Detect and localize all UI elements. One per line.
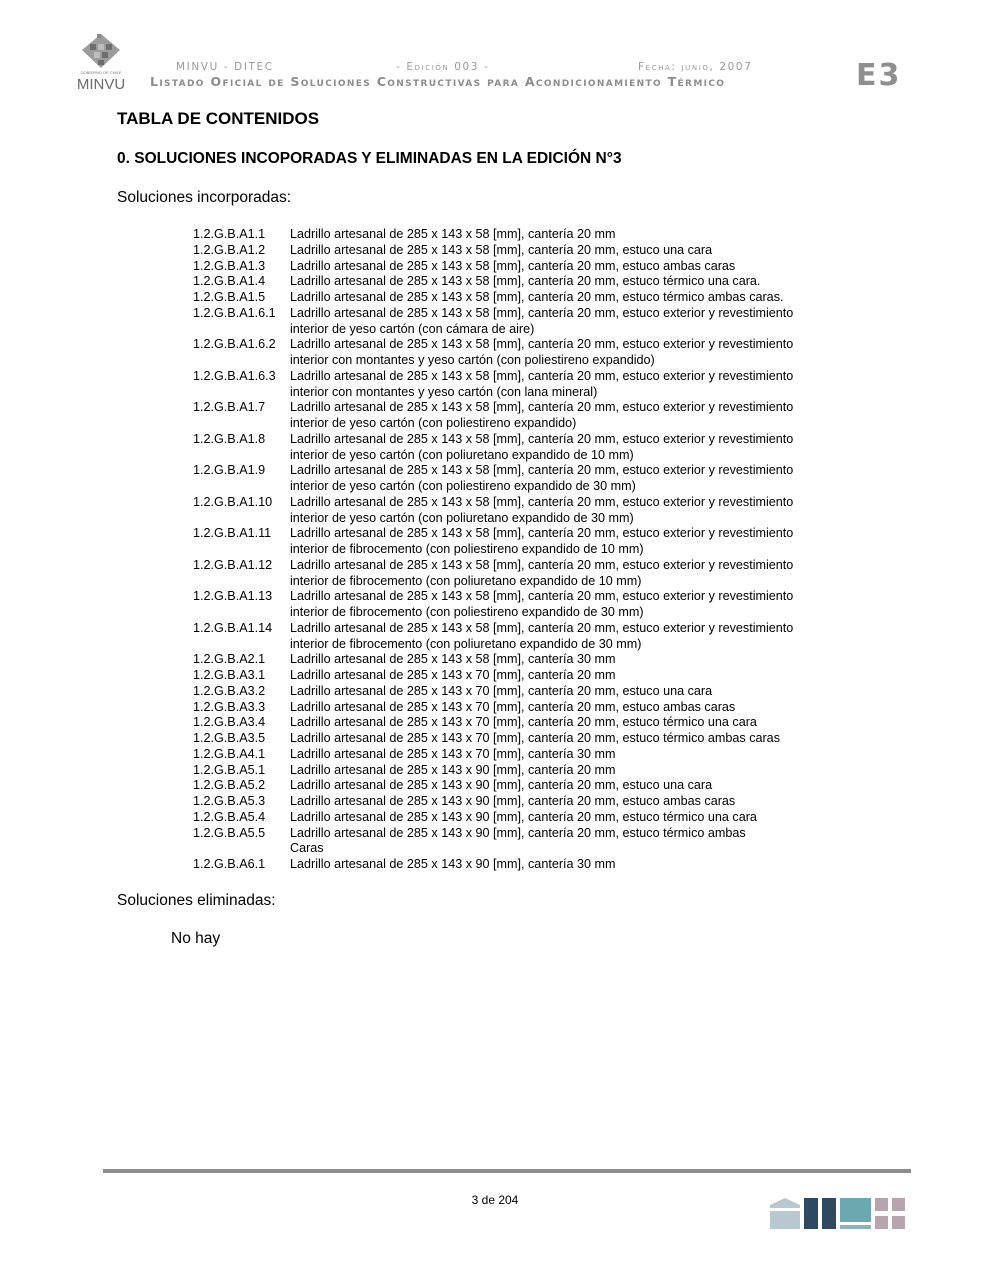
solution-code: 1.2.G.B.A5.4 [193, 809, 266, 824]
solution-description [290, 526, 853, 558]
description-line: interior con montantes y yeso cartón (con lana mineral) [290, 384, 598, 399]
list-item [193, 463, 853, 495]
solution-code: 1.2.G.B.A3.4 [193, 715, 266, 730]
list-item [193, 778, 853, 794]
description-line: Ladrillo artesanal de 285 x 143 x 58 [mm], cantería 20 mm, estuco ambas caras [290, 258, 736, 273]
solution-description [290, 794, 853, 810]
solution-description [290, 700, 853, 716]
description-line: Ladrillo artesanal de 285 x 143 x 58 [mm], cantería 20 mm, estuco exterior y revestimiento [290, 368, 794, 383]
description-line: Ladrillo artesanal de 285 x 143 x 58 [mm], cantería 20 mm, estuco térmico ambas caras. [290, 290, 784, 304]
list-item [193, 715, 853, 731]
solution-code: 1.2.G.B.A1.12 [193, 557, 273, 572]
description-line: Ladrillo artesanal de 285 x 143 x 58 [mm], cantería 20 mm, estuco una cara [290, 242, 713, 257]
list-item [193, 526, 853, 558]
solution-code: 1.2.G.B.A1.14 [193, 620, 273, 635]
solution-description [290, 463, 853, 495]
description-line: Ladrillo artesanal de 285 x 143 x 70 [mm], cantería 20 mm, estuco ambas caras [290, 699, 736, 714]
logo-name: MINVU [76, 76, 126, 93]
header-edition: - Edición 003 - [396, 61, 490, 73]
list-item [193, 652, 853, 668]
description-line: interior con montantes y yeso cartón (con poliestireno expandido) [290, 353, 655, 367]
solution-description [290, 810, 853, 826]
page-title: TABLA DE CONTENIDOS [117, 109, 320, 128]
solution-code: 1.2.G.B.A1.3 [193, 258, 266, 273]
header-title: Listado Oficial de Soluciones Constructivas para Acondicionamiento Térmico [150, 74, 726, 89]
list-item [193, 495, 853, 527]
solution-description [290, 684, 853, 700]
description-line: Ladrillo artesanal de 285 x 143 x 90 [mm], cantería 20 mm, estuco una cara [290, 778, 713, 793]
solution-description [290, 857, 853, 873]
description-line: interior de yeso cartón (con poliestireno expandido) [290, 416, 577, 430]
solution-code: 1.2.G.B.A1.6.1 [193, 305, 276, 320]
list-item [193, 558, 853, 590]
solution-code: 1.2.G.B.A5.2 [193, 778, 266, 793]
solution-description [290, 306, 853, 338]
solution-code: 1.2.G.B.A1.6.3 [193, 368, 276, 383]
list-item [193, 243, 853, 259]
eliminated-value: No hay [171, 930, 221, 947]
solution-code: 1.2.G.B.A1.7 [193, 400, 266, 415]
description-line: interior de fibrocemento (con poliestireno expandido de 30 mm) [290, 605, 644, 619]
solution-code: 1.2.G.B.A1.1 [193, 227, 266, 241]
list-item [193, 763, 853, 779]
solution-code: 1.2.G.B.A5.5 [193, 825, 266, 840]
section-title: 0. SOLUCIONES INCOPORADAS Y ELIMINADAS EN LA EDICIÓN N°3 [117, 150, 622, 167]
description-line: Ladrillo artesanal de 285 x 143 x 58 [mm], cantería 20 mm, estuco exterior y revestimiento [290, 337, 794, 352]
description-line: Ladrillo artesanal de 285 x 143 x 58 [mm], cantería 20 mm, estuco exterior y revestimiento [290, 494, 794, 509]
list-item [193, 700, 853, 716]
solution-description [290, 731, 853, 747]
solution-code: 1.2.G.B.A4.1 [193, 746, 266, 761]
description-line: Ladrillo artesanal de 285 x 143 x 90 [mm], cantería 20 mm, estuco térmico ambas [290, 825, 746, 840]
solution-code: 1.2.G.B.A3.5 [193, 731, 266, 745]
description-line: Ladrillo artesanal de 285 x 143 x 58 [mm], cantería 20 mm, estuco exterior y revestimiento [290, 589, 794, 604]
solution-code: 1.2.G.B.A1.11 [193, 526, 272, 541]
solution-description [290, 290, 853, 306]
description-line: Ladrillo artesanal de 285 x 143 x 58 [mm], cantería 30 mm [290, 652, 616, 667]
list-item [193, 306, 853, 338]
description-line: Ladrillo artesanal de 285 x 143 x 58 [mm], cantería 20 mm, estuco exterior y revestimiento [290, 526, 794, 541]
solution-description [290, 763, 853, 779]
list-item [193, 731, 853, 747]
list-item [193, 668, 853, 684]
list-item [193, 826, 853, 858]
description-line: Ladrillo artesanal de 285 x 143 x 58 [mm], cantería 20 mm, estuco exterior y revestimiento [290, 305, 794, 320]
minvu-footer-squares-icon [770, 1197, 908, 1229]
description-line: interior de fibrocemento (con poliuretano expandido de 10 mm) [290, 573, 642, 588]
list-item [193, 621, 853, 653]
solution-code: 1.2.G.B.A5.1 [193, 762, 266, 777]
description-line: Ladrillo artesanal de 285 x 143 x 70 [mm], cantería 30 mm [290, 746, 616, 761]
solution-code: 1.2.G.B.A2.1 [193, 652, 266, 667]
list-item [193, 400, 853, 432]
solution-description [290, 400, 853, 432]
description-line: interior de fibrocemento (con poliestireno expandido de 10 mm) [290, 542, 644, 556]
list-item [193, 810, 853, 826]
footer-divider [103, 1169, 911, 1173]
solution-description [290, 715, 853, 731]
description-line: interior de yeso cartón (con poliuretano expandido de 10 mm) [290, 447, 634, 462]
list-item [193, 589, 853, 621]
solution-description [290, 337, 853, 369]
eliminated-label: Soluciones eliminadas: [117, 892, 276, 909]
list-item [193, 794, 853, 810]
header-date: Fecha: junio, 2007 [638, 61, 753, 73]
list-item [193, 747, 853, 763]
solution-code: 1.2.G.B.A3.3 [193, 699, 266, 714]
description-line: interior de yeso cartón (con poliestireno expandido de 30 mm) [290, 479, 636, 493]
minvu-logo-icon [70, 32, 132, 70]
solution-code: 1.2.G.B.A5.3 [193, 794, 266, 808]
solution-description [290, 747, 853, 763]
logo-caption: GOBIERNO DE CHILE [80, 70, 122, 75]
list-item [193, 432, 853, 464]
description-line: Ladrillo artesanal de 285 x 143 x 58 [mm], cantería 20 mm [290, 227, 616, 241]
footer-logo [770, 1197, 908, 1229]
solution-description [290, 621, 853, 653]
list-item [193, 369, 853, 401]
solution-code: 1.2.G.B.A1.13 [193, 589, 273, 604]
description-line: Ladrillo artesanal de 285 x 143 x 58 [mm], cantería 20 mm, estuco exterior y revestimiento [290, 431, 794, 446]
header-org: MINVU - DITEC [176, 61, 274, 73]
solution-description [290, 369, 853, 401]
incorporated-list [193, 227, 853, 873]
solution-code: 1.2.G.B.A1.5 [193, 290, 266, 304]
solution-description [290, 778, 853, 794]
solution-description [290, 495, 853, 527]
header-code: E3 [856, 58, 902, 93]
list-item [193, 259, 853, 275]
list-item [193, 227, 853, 243]
solution-code: 1.2.G.B.A3.1 [193, 668, 266, 682]
solution-description [290, 668, 853, 684]
description-line: Ladrillo artesanal de 285 x 143 x 58 [mm], cantería 20 mm, estuco térmico una cara. [290, 274, 761, 289]
description-line: Ladrillo artesanal de 285 x 143 x 58 [mm], cantería 20 mm, estuco exterior y revestimiento [290, 557, 794, 572]
description-line: Ladrillo artesanal de 285 x 143 x 70 [mm], cantería 20 mm, estuco térmico una cara [290, 715, 757, 730]
description-line: Ladrillo artesanal de 285 x 143 x 70 [mm], cantería 20 mm, estuco una cara [290, 683, 713, 698]
solution-description [290, 227, 853, 243]
description-line: Caras [290, 841, 324, 856]
solution-description [290, 243, 853, 259]
solution-code: 1.2.G.B.A1.4 [193, 274, 266, 289]
incorporated-label: Soluciones incorporadas: [117, 189, 292, 206]
description-line: Ladrillo artesanal de 285 x 143 x 90 [mm], cantería 20 mm, estuco ambas caras [290, 794, 736, 808]
solution-code: 1.2.G.B.A1.10 [193, 494, 273, 509]
description-line: Ladrillo artesanal de 285 x 143 x 58 [mm], cantería 20 mm, estuco exterior y revestimiento [290, 620, 794, 635]
solution-code: 1.2.G.B.A3.2 [193, 683, 266, 698]
description-line: Ladrillo artesanal de 285 x 143 x 70 [mm], cantería 20 mm [290, 668, 616, 682]
description-line: Ladrillo artesanal de 285 x 143 x 70 [mm], cantería 20 mm, estuco térmico ambas caras [290, 731, 780, 745]
description-line: interior de fibrocemento (con poliuretano expandido de 30 mm) [290, 636, 642, 651]
solution-description [290, 589, 853, 621]
description-line: Ladrillo artesanal de 285 x 143 x 58 [mm], cantería 20 mm, estuco exterior y revestimiento [290, 400, 794, 415]
solution-code: 1.2.G.B.A1.2 [193, 242, 266, 257]
description-line: interior de yeso cartón (con cámara de aire) [290, 321, 535, 336]
description-line: interior de yeso cartón (con poliuretano expandido de 30 mm) [290, 510, 634, 525]
list-item [193, 684, 853, 700]
page-number: 3 de 204 [471, 1193, 519, 1207]
solution-description [290, 259, 853, 275]
list-item [193, 857, 853, 873]
solution-code: 1.2.G.B.A6.1 [193, 857, 266, 871]
solution-description [290, 432, 853, 464]
list-item [193, 274, 853, 290]
solution-code: 1.2.G.B.A1.9 [193, 463, 266, 478]
solution-description [290, 826, 853, 858]
description-line: Ladrillo artesanal de 285 x 143 x 90 [mm], cantería 30 mm [290, 857, 616, 871]
solution-code: 1.2.G.B.A1.6.2 [193, 337, 276, 352]
list-item [193, 337, 853, 369]
list-item [193, 290, 853, 306]
description-line: Ladrillo artesanal de 285 x 143 x 90 [mm], cantería 20 mm [290, 762, 616, 777]
description-line: Ladrillo artesanal de 285 x 143 x 90 [mm], cantería 20 mm, estuco térmico una cara [290, 809, 757, 824]
solution-description [290, 652, 853, 668]
solution-description [290, 274, 853, 290]
solution-code: 1.2.G.B.A1.8 [193, 431, 266, 446]
minvu-logo [70, 32, 130, 94]
solution-description [290, 558, 853, 590]
description-line: Ladrillo artesanal de 285 x 143 x 58 [mm], cantería 20 mm, estuco exterior y revestimiento [290, 463, 794, 478]
